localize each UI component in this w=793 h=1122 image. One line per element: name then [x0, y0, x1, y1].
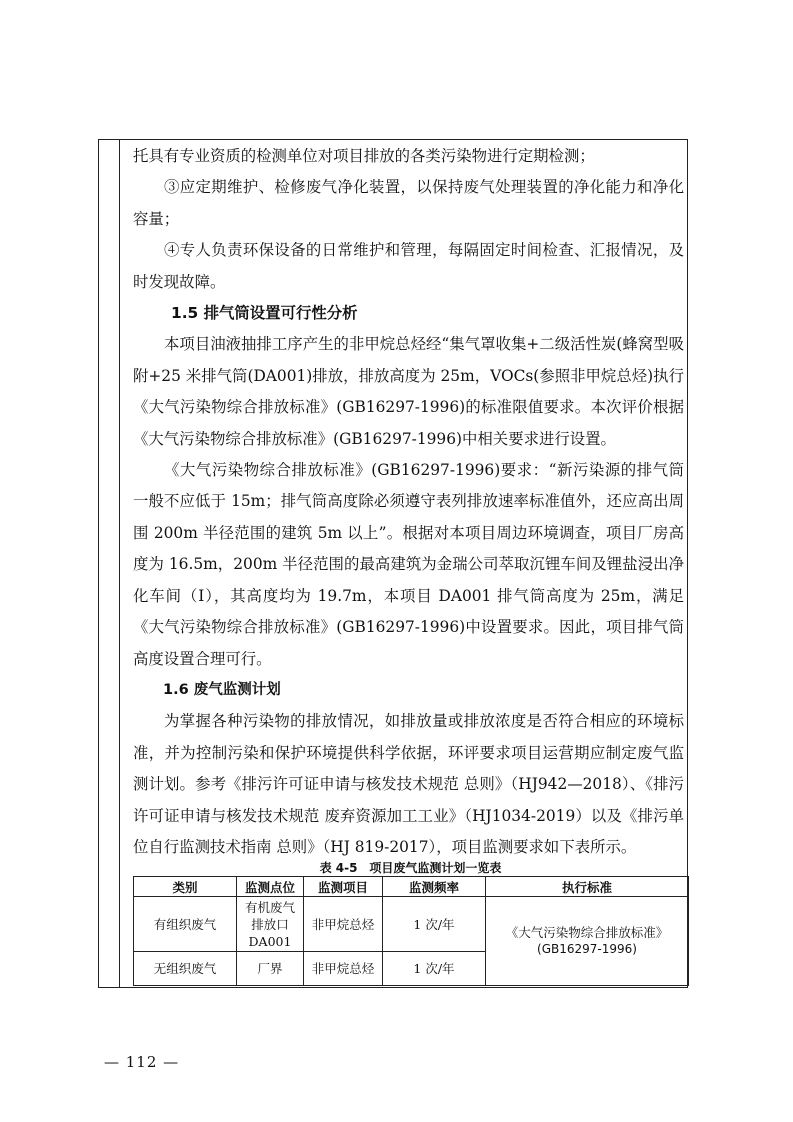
header-frequency: 监测频率	[383, 877, 486, 897]
cell-item: 非甲烷总烃	[304, 952, 383, 986]
paragraph-1-6: 为掌握各种污染物的排放情况，如排放量或排放浓度是否符合相应的环境标准，并为控制污染和保护环境提供科学依据，环评要求项目运营期应制定废气监测计划。参考《排污许可证申请与核发技术规范 总则》（HJ942—2018）、《排污许可证申请与核发技术规范 废弃资源加工工业》（HJ1034-2019）以及《排污单位自行监测技术指南 总则》（HJ 819-2017），项目监测要求如下表所示。	[133, 712, 684, 856]
paragraph-1-5-a: 本项目油液抽排工序产生的非甲烷总烃经“集气罩收集+二级活性炭(蜂窝型吸附+25 米排气筒(DA001)排放，排放高度为 25m，VOCs(参照非甲烷总烃)执行《大气污染物综合排放标准》(GB16297-1996)的标准限值要求。本次评价根据《大气污染物综合排放标准》(GB16297-1996)中相关要求进行设置。	[133, 335, 684, 448]
paragraph-1-5-b: 《大气污染物综合排放标准》(GB16297-1996)要求：“新污染源的排气筒一般不应低于 15m；排气筒高度除必须遵守表列排放速率标准值外，还应高出周围 200m 半径范围的建筑 5m 以上”。根据对本项目周边环境调查，项目厂房高度为 16.5m，200m 半径范围的最高建筑为金瑞公司萃取沉锂车间及锂盐浸出净化车间（I），其高度均为 19.7m，本项目 DA001 排气筒高度为 25m，满足《大气污染物综合排放标准》(GB16297-1996)中设置要求。因此，项目排气筒高度设置合理可行。	[133, 461, 684, 668]
standard-code: (GB16297-1996)	[537, 942, 637, 956]
cell-category: 无组织废气	[134, 952, 237, 986]
paragraph-continuation: 托具有专业资质的检测单位对项目排放的各类污染物进行定期检测；	[133, 147, 595, 165]
header-point: 监测点位	[237, 877, 304, 897]
cell-standard	[486, 897, 689, 986]
monitoring-plan-table	[133, 876, 689, 986]
table-row	[134, 897, 689, 952]
cell-point: 厂界	[237, 952, 304, 986]
table-caption: 表 4-5 项目废气监测计划一览表	[319, 861, 502, 875]
page-number: — 112 —	[104, 1053, 180, 1071]
table-header-row	[134, 877, 689, 897]
frame-left-column-rule	[119, 139, 120, 988]
cell-frequency: 1 次/年	[383, 897, 486, 952]
cell-point: 有机废气排放口 DA001	[237, 897, 304, 952]
paragraph-item-4: ④专人负责环保设备的日常维护和管理，每隔固定时间检查、汇报情况，及时发现故障。	[133, 241, 684, 291]
section-heading-1-6: 1.6 废气监测计划	[163, 681, 281, 698]
header-category: 类别	[134, 877, 237, 897]
cell-item: 非甲烷总烃	[304, 897, 383, 952]
cell-frequency: 1 次/年	[383, 952, 486, 986]
header-standard: 执行标准	[486, 877, 689, 897]
standard-name: 《大气污染物综合排放标准》	[505, 925, 669, 940]
paragraph-item-3: ③应定期维护、检修废气净化装置，以保持废气处理装置的净化能力和净化容量；	[133, 178, 684, 228]
header-item: 监测项目	[304, 877, 383, 897]
section-heading-1-5: 1.5 排气筒设置可行性分析	[171, 304, 358, 323]
cell-category: 有组织废气	[134, 897, 237, 952]
document-body	[133, 141, 684, 863]
